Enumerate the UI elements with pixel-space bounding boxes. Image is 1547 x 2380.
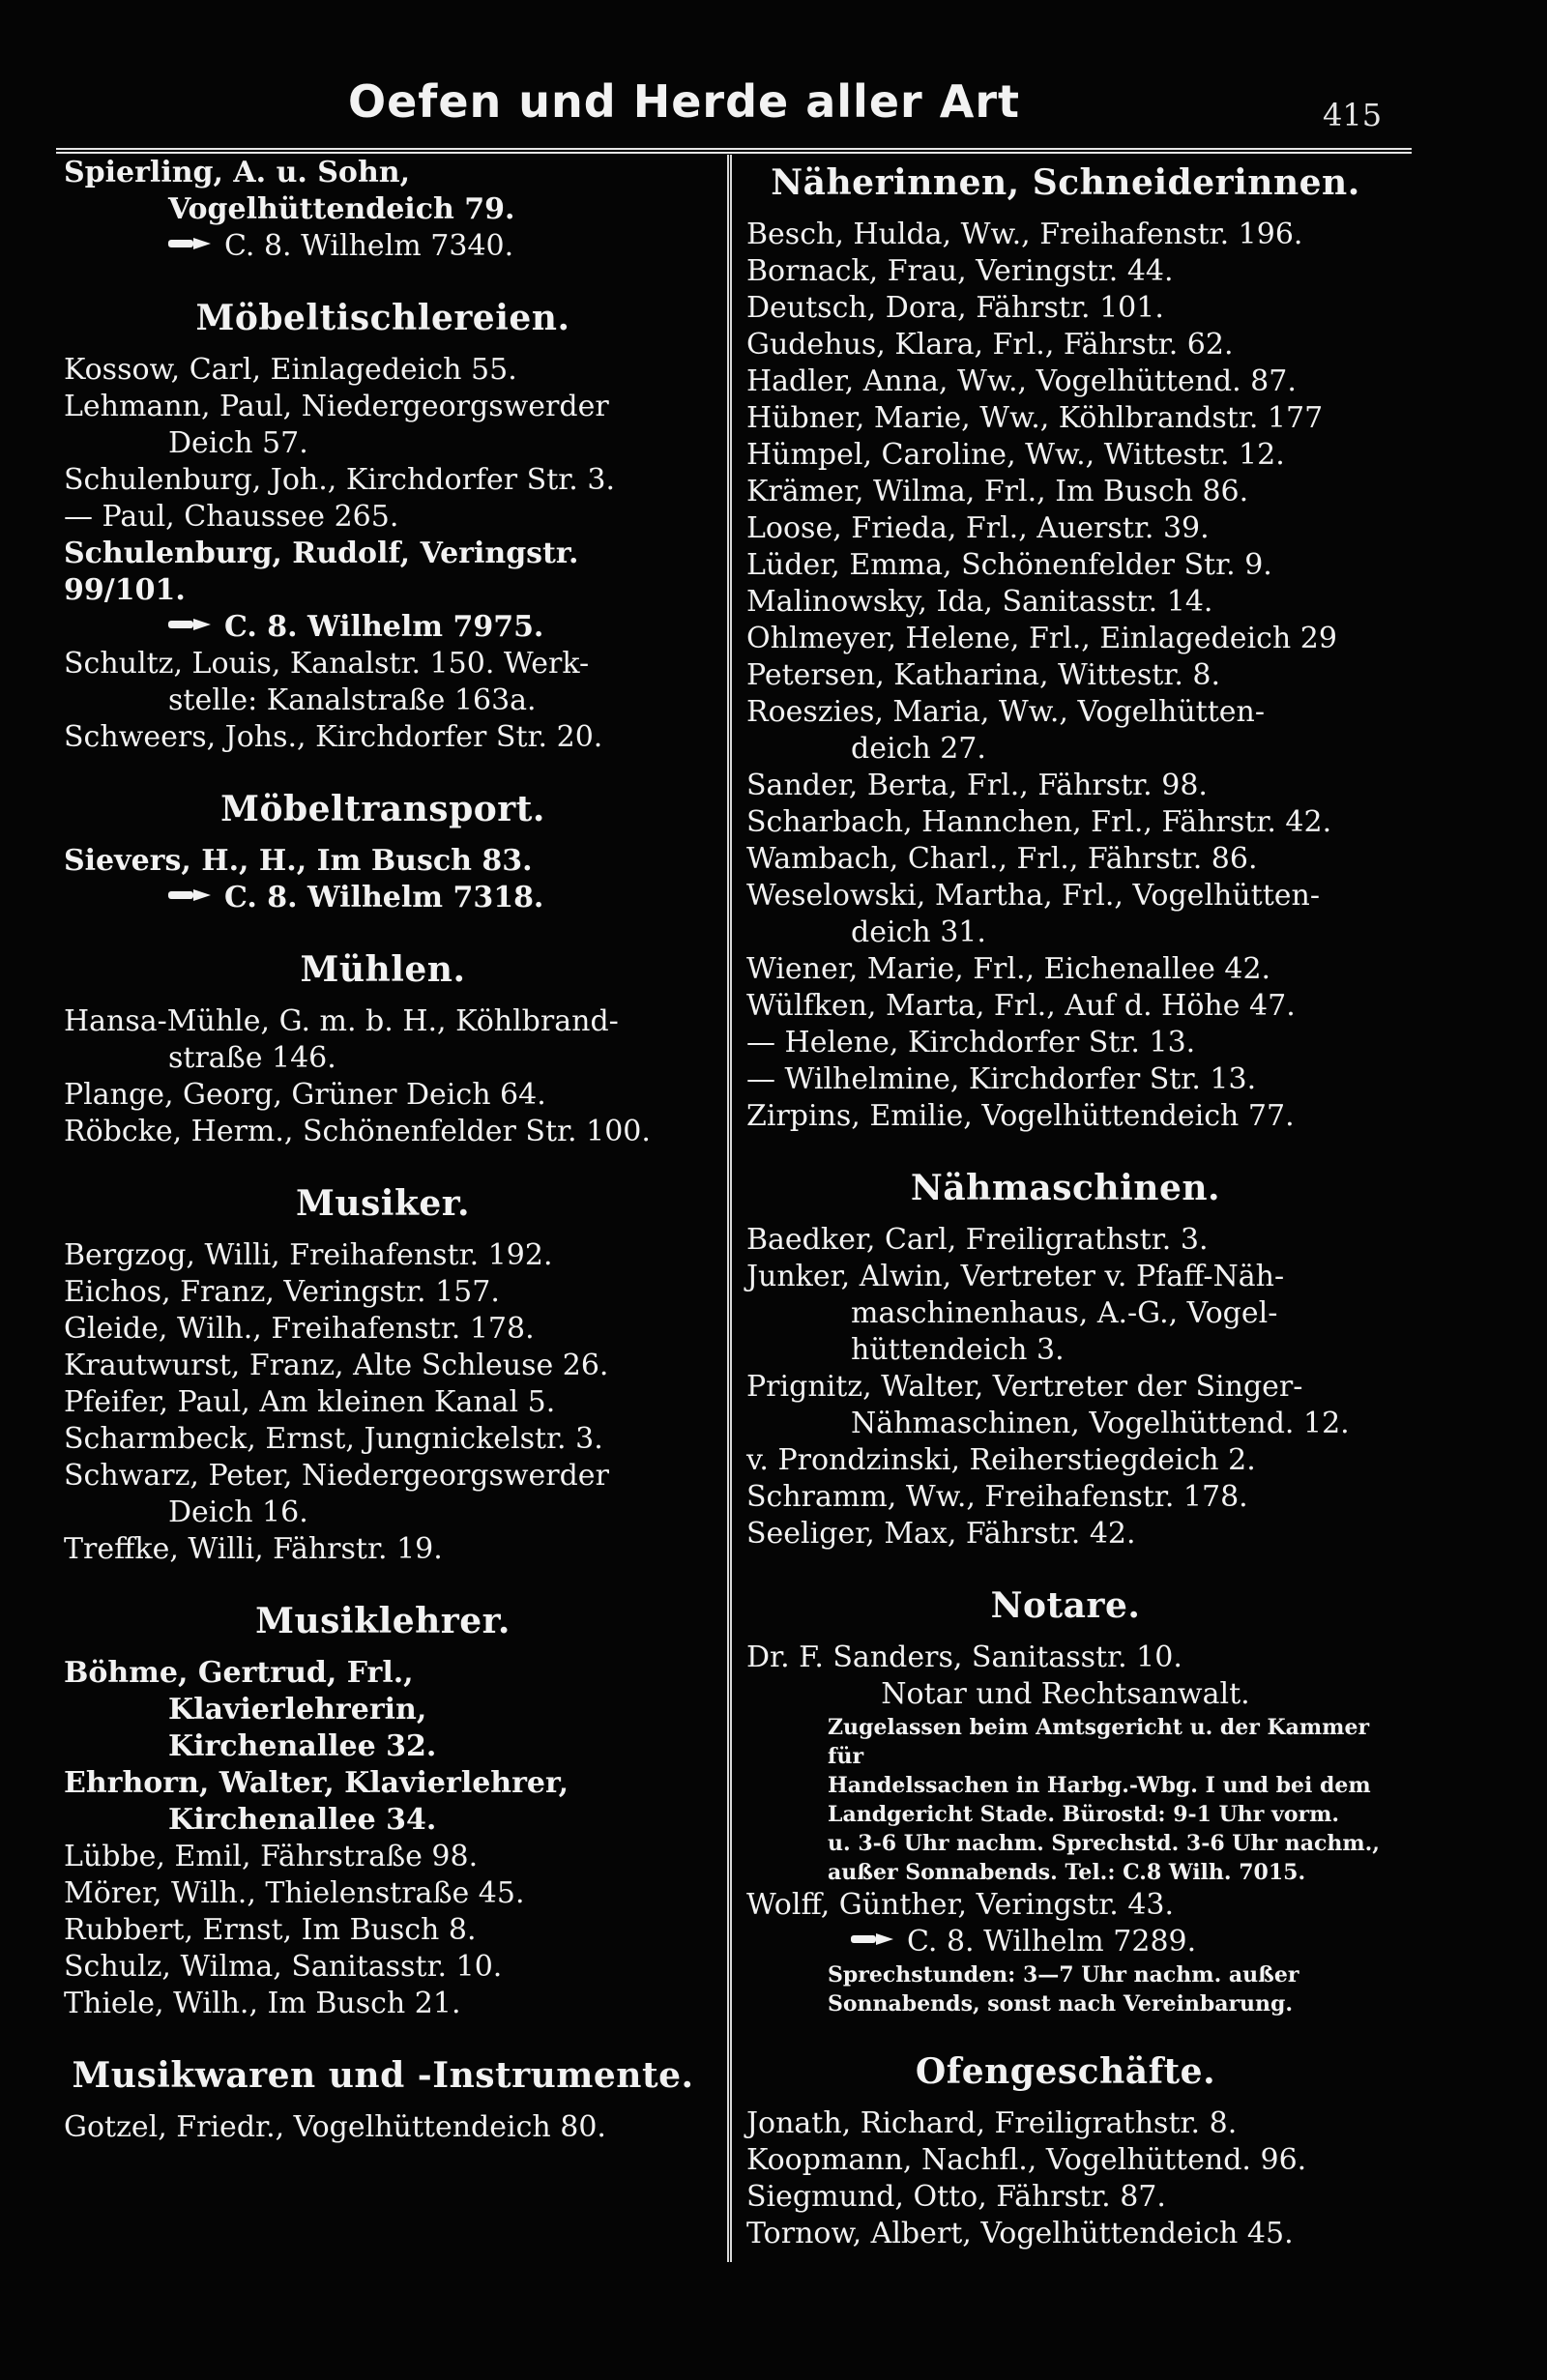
entry-note: Sprechstunden: 3—7 Uhr nachm. außer <box>828 1962 1299 1988</box>
entry-name: Schulenburg, Rudolf, Veringstr. 99/101. <box>64 537 579 607</box>
entry-name: Spierling, A. u. Sohn, <box>64 156 411 189</box>
directory-entry <box>746 474 1385 510</box>
entry-name: Bergzog, Willi, Freihafenstr. 192. <box>64 1238 553 1272</box>
directory-entry <box>746 768 1385 804</box>
header-rule <box>56 148 1412 154</box>
directory-entry <box>746 437 1385 474</box>
telephone-hand-icon <box>168 887 213 903</box>
entry-name: — Wilhelmine, Kirchdorfer Str. 13. <box>746 1062 1257 1096</box>
directory-entry <box>746 2179 1385 2216</box>
directory-entry <box>746 1369 1385 1442</box>
directory-entry <box>64 462 702 499</box>
entry-name: Ohlmeyer, Helene, Frl., Einlagedeich 29 <box>746 622 1337 655</box>
directory-entry <box>746 510 1385 547</box>
directory-entry <box>746 841 1385 878</box>
entry-phone <box>64 228 702 265</box>
phone-text: C. 8. Wilhelm 7340. <box>224 229 514 263</box>
entry-continuation: stelle: Kanalstraße 163a. <box>168 683 537 717</box>
entry-phone <box>64 609 702 646</box>
entry-continuation: Deich 16. <box>168 1495 308 1529</box>
entry-continuation: deich 27. <box>851 732 986 766</box>
entry-name: Weselowski, Martha, Frl., Vogelhütten- <box>746 879 1320 913</box>
directory-entry <box>64 1384 702 1421</box>
directory-entry <box>746 2216 1385 2252</box>
entry-phone <box>64 880 702 916</box>
entry-name: Siegmund, Otto, Fährstr. 87. <box>746 2180 1166 2214</box>
directory-entry <box>746 1887 1385 2018</box>
directory-entry <box>64 389 702 462</box>
entry-name: Dr. F. Sanders, Sanitasstr. 10. <box>746 1640 1182 1674</box>
directory-entry <box>64 1875 702 1912</box>
entry-name: Loose, Frieda, Frl., Auerstr. 39. <box>746 511 1210 545</box>
entry-name: Wambach, Charl., Frl., Fährstr. 86. <box>746 842 1258 876</box>
entry-name: Junker, Alwin, Vertreter v. Pfaff-Näh- <box>746 1260 1285 1293</box>
directory-entry <box>746 657 1385 694</box>
entry-continuation: Klavierlehrerin, <box>168 1693 427 1727</box>
column-divider <box>727 155 732 2262</box>
entry-continuation: maschinenhaus, A.-G., Vogel- <box>851 1296 1278 1330</box>
entry-name: Deutsch, Dora, Fährstr. 101. <box>746 291 1164 325</box>
directory-entry <box>746 584 1385 621</box>
directory-entry <box>64 1421 702 1458</box>
right-column <box>746 155 1385 2252</box>
entry-name: Röbcke, Herm., Schönenfelder Str. 100. <box>64 1115 651 1148</box>
directory-entry <box>746 290 1385 327</box>
entry-continuation: deich 31. <box>851 915 986 949</box>
directory-entry <box>746 2142 1385 2179</box>
entry-phone <box>746 1924 1385 1960</box>
directory-entry <box>746 1516 1385 1553</box>
directory-entry <box>746 253 1385 290</box>
page-title: Oefen und Herde aller Art <box>348 75 1020 128</box>
entry-name: Bornack, Frau, Veringstr. 44. <box>746 254 1174 288</box>
section-heading: Nähmaschinen. <box>910 1168 1221 1208</box>
telephone-hand-icon <box>168 236 213 251</box>
directory-entry <box>746 1442 1385 1479</box>
entry-title: Notar und Rechtsanwalt. <box>881 1677 1250 1711</box>
directory-entry <box>746 621 1385 657</box>
directory-entry <box>64 1949 702 1986</box>
section-heading: Notare. <box>990 1585 1141 1626</box>
directory-entry <box>746 988 1385 1025</box>
directory-entry <box>746 1061 1385 1098</box>
entry-name: Schweers, Johs., Kirchdorfer Str. 20. <box>64 720 603 754</box>
directory-entry <box>746 951 1385 988</box>
entry-name: Prignitz, Walter, Vertreter der Singer- <box>746 1370 1303 1404</box>
entry-continuation: Nähmaschinen, Vogelhüttend. 12. <box>851 1407 1350 1440</box>
entry-name: Schulz, Wilma, Sanitasstr. 10. <box>64 1950 503 1984</box>
entry-name: Wolff, Günther, Veringstr. 43. <box>746 1888 1175 1922</box>
entry-note: Landgericht Stade. Bürostd: 9-1 Uhr vorm. <box>828 1802 1340 1827</box>
section-heading: Näherinnen, Schneiderinnen. <box>771 162 1360 203</box>
entry-name: Petersen, Katharina, Wittestr. 8. <box>746 658 1221 692</box>
entry-note: Sonnabends, sonst nach Vereinbarung. <box>828 1991 1294 2017</box>
entry-name: Gudehus, Klara, Frl., Fährstr. 62. <box>746 328 1234 362</box>
entry-name: Plange, Georg, Grüner Deich 64. <box>64 1078 546 1112</box>
directory-entry <box>64 1765 702 1839</box>
directory-entry <box>64 843 702 916</box>
entry-name: Baedker, Carl, Freiligrathstr. 3. <box>746 1223 1209 1257</box>
entry-name: Koopmann, Nachfl., Vogelhüttend. 96. <box>746 2143 1307 2177</box>
directory-entry <box>64 1237 702 1274</box>
directory-entry <box>64 499 702 536</box>
entry-note: Handelssachen in Harbg.-Wbg. I und bei dem <box>828 1773 1371 1798</box>
entry-name: Hansa-Mühle, G. m. b. H., Köhlbrand- <box>64 1004 619 1038</box>
entry-name: Besch, Hulda, Ww., Freihafenstr. 196. <box>746 218 1303 251</box>
entry-name: Schramm, Ww., Freihafenstr. 178. <box>746 1480 1248 1514</box>
directory-entry <box>746 878 1385 951</box>
directory-entry <box>746 363 1385 400</box>
section-heading: Möbeltransport. <box>220 789 545 829</box>
entry-name: Mörer, Wilh., Thielenstraße 45. <box>64 1876 525 1910</box>
entry-continuation: straße 146. <box>168 1041 336 1075</box>
entry-name: Böhme, Gertrud, Frl., <box>64 1656 414 1690</box>
entry-note: Zugelassen beim Amtsgericht u. der Kammer für <box>828 1715 1370 1769</box>
directory-entry <box>64 1311 702 1348</box>
entry-name: Gotzel, Friedr., Vogelhüttendeich 80. <box>64 2110 606 2144</box>
directory-entry <box>64 1077 702 1114</box>
entry-name: Krautwurst, Franz, Alte Schleuse 26. <box>64 1349 609 1382</box>
entry-continuation: Kirchenallee 32. <box>168 1729 437 1763</box>
top-entry <box>64 155 702 265</box>
entry-name: — Paul, Chaussee 265. <box>64 500 399 534</box>
directory-entry <box>746 1025 1385 1061</box>
entry-name: Pfeifer, Paul, Am kleinen Kanal 5. <box>64 1385 556 1419</box>
directory-entry <box>746 1640 1385 1887</box>
directory-entry <box>64 1531 702 1568</box>
left-column <box>64 155 702 2146</box>
section-heading: Ofengeschäfte. <box>915 2051 1216 2092</box>
entry-name: Jonath, Richard, Freiligrathstr. 8. <box>746 2106 1238 2140</box>
entry-name: Wiener, Marie, Frl., Eichenallee 42. <box>746 952 1271 986</box>
entry-name: Schwarz, Peter, Niedergeorgswerder <box>64 1459 609 1493</box>
entry-name: Hübner, Marie, Ww., Köhlbrandstr. 177 <box>746 401 1324 435</box>
entry-name: Lehmann, Paul, Niedergeorgswerder <box>64 390 609 423</box>
entry-name: Krämer, Wilma, Frl., Im Busch 86. <box>746 475 1249 508</box>
directory-entry <box>746 1259 1385 1369</box>
entry-name: Schultz, Louis, Kanalstr. 150. Werk- <box>64 647 590 681</box>
entry-name: Eichos, Franz, Veringstr. 157. <box>64 1275 500 1309</box>
section-heading: Mühlen. <box>300 949 466 990</box>
entry-name: Malinowsky, Ida, Sanitasstr. 14. <box>746 585 1213 619</box>
page-header <box>0 75 1547 143</box>
entry-name: Roeszies, Maria, Ww., Vogelhütten- <box>746 695 1265 729</box>
directory-entry <box>746 327 1385 363</box>
entry-continuation: Deich 57. <box>168 426 308 460</box>
entry-name: v. Prondzinski, Reiherstiegdeich 2. <box>746 1443 1256 1477</box>
directory-entry <box>746 804 1385 841</box>
telephone-hand-icon <box>168 617 213 632</box>
phone-text: C. 8. Wilhelm 7318. <box>224 881 544 914</box>
section-heading: Musiklehrer. <box>255 1601 511 1641</box>
directory-entry <box>64 1274 702 1311</box>
entry-note: u. 3-6 Uhr nachm. Sprechstd. 3-6 Uhr nachm., <box>828 1831 1380 1856</box>
section-heading: Musikwaren und -Instrumente. <box>72 2055 694 2096</box>
directory-entry <box>64 1912 702 1949</box>
entry-name: — Helene, Kirchdorfer Str. 13. <box>746 1026 1196 1059</box>
directory-entry <box>64 646 702 719</box>
directory-entry <box>64 1655 702 1765</box>
directory-entry <box>746 217 1385 253</box>
entry-name: Kossow, Carl, Einlagedeich 55. <box>64 353 517 387</box>
directory-entry <box>64 1458 702 1531</box>
directory-entry <box>746 2105 1385 2142</box>
directory-entry <box>64 1003 702 1077</box>
entry-name: Wülfken, Marta, Frl., Auf d. Höhe 47. <box>746 989 1296 1023</box>
entry-continuation: Kirchenallee 34. <box>168 1803 437 1837</box>
directory-entry <box>64 536 702 646</box>
entry-name: Scharbach, Hannchen, Frl., Fährstr. 42. <box>746 805 1332 839</box>
entry-note: außer Sonnabends. Tel.: C.8 Wilh. 7015. <box>828 1860 1306 1885</box>
entry-name: Hümpel, Caroline, Ww., Wittestr. 12. <box>746 438 1285 472</box>
directory-entry <box>64 1986 702 2022</box>
telephone-hand-icon <box>851 1931 895 1947</box>
directory-entry <box>746 547 1385 584</box>
entry-name: Sander, Berta, Frl., Fährstr. 98. <box>746 769 1208 802</box>
entry-continuation: hüttendeich 3. <box>851 1333 1065 1367</box>
entry-name: Zirpins, Emilie, Vogelhüttendeich 77. <box>746 1099 1295 1133</box>
directory-entry <box>746 400 1385 437</box>
entry-name: Lüder, Emma, Schönenfelder Str. 9. <box>746 548 1272 582</box>
directory-entry <box>64 2109 702 2146</box>
entry-name: Gleide, Wilh., Freihafenstr. 178. <box>64 1312 535 1346</box>
entry-name: Sievers, H., H., Im Busch 83. <box>64 844 533 878</box>
entry-name: Seeliger, Max, Fährstr. 42. <box>746 1517 1136 1551</box>
entry-name: Schulenburg, Joh., Kirchdorfer Str. 3. <box>64 463 615 497</box>
directory-entry <box>746 1222 1385 1259</box>
entry-name: Scharmbeck, Ernst, Jungnickelstr. 3. <box>64 1422 603 1456</box>
phone-text: C. 8. Wilhelm 7975. <box>224 610 544 644</box>
directory-entry <box>746 1098 1385 1135</box>
section-heading: Musiker. <box>295 1183 470 1224</box>
phone-text: C. 8. Wilhelm 7289. <box>907 1925 1197 1959</box>
page-number: 415 <box>1323 97 1383 133</box>
directory-entry <box>746 1479 1385 1516</box>
section-heading: Möbeltischlereien. <box>195 298 570 338</box>
entry-name: Treffke, Willi, Fährstr. 19. <box>64 1532 443 1566</box>
directory-entry <box>746 694 1385 768</box>
directory-entry <box>64 719 702 756</box>
entry-name: Ehrhorn, Walter, Klavierlehrer, <box>64 1766 569 1800</box>
entry-name: Hadler, Anna, Ww., Vogelhüttend. 87. <box>746 364 1297 398</box>
entry-address: Vogelhüttendeich 79. <box>168 192 515 226</box>
entry-name: Rubbert, Ernst, Im Busch 8. <box>64 1913 477 1947</box>
entry-name: Tornow, Albert, Vogelhüttendeich 45. <box>746 2217 1294 2250</box>
entry-name: Thiele, Wilh., Im Busch 21. <box>64 1987 461 2020</box>
directory-entry <box>64 352 702 389</box>
entry-name: Lübbe, Emil, Fährstraße 98. <box>64 1840 479 1873</box>
directory-entry <box>64 1839 702 1875</box>
directory-entry <box>64 1114 702 1150</box>
directory-entry <box>64 1348 702 1384</box>
